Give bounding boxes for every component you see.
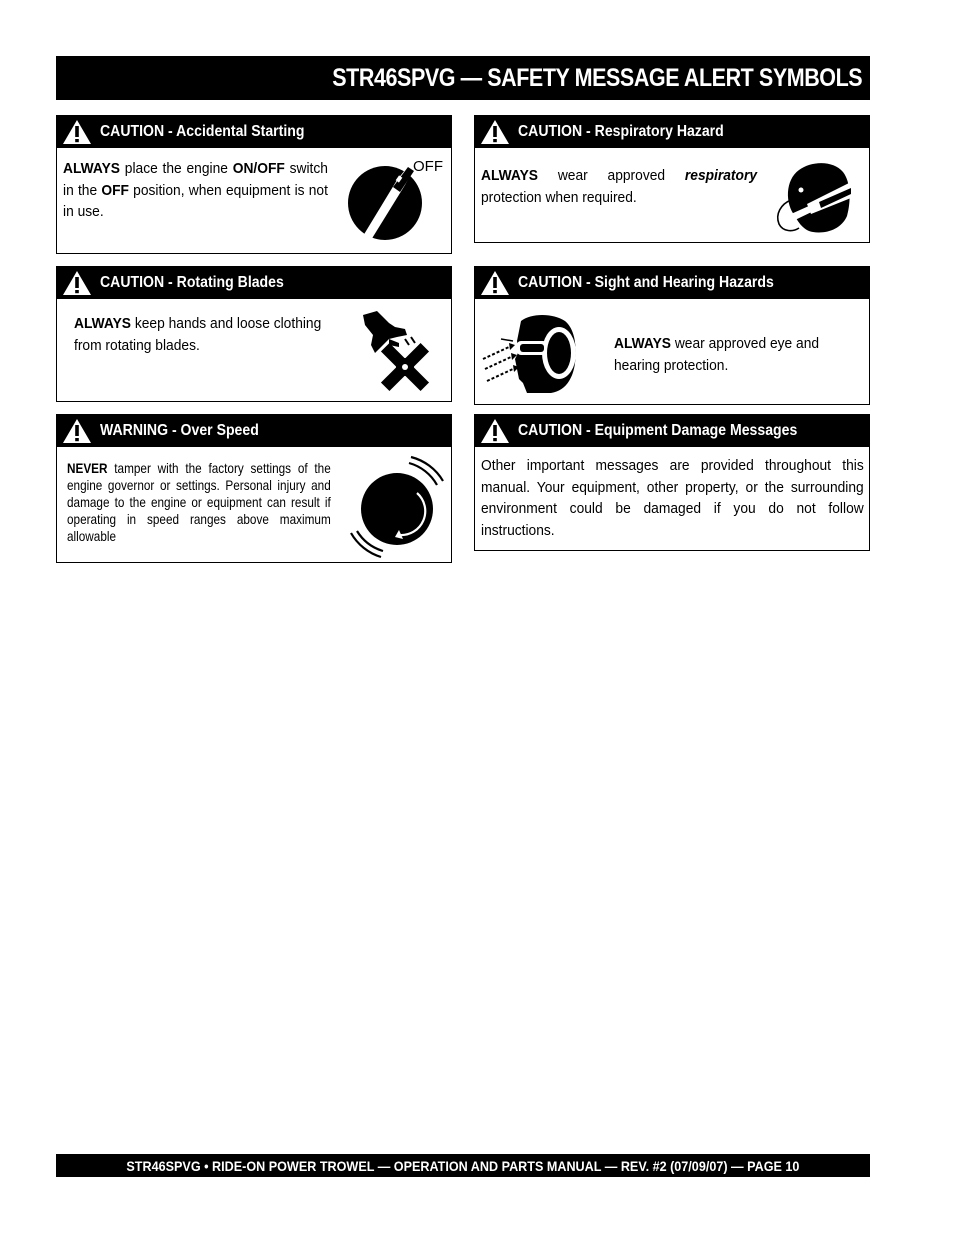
panel-heading: CAUTION - Respiratory Hazard — [518, 123, 724, 140]
message-keyword: ON/OFF — [232, 160, 285, 177]
panel-header — [475, 267, 869, 299]
page-footer-bar — [56, 1154, 870, 1177]
message-text: wear approved — [538, 167, 685, 184]
switch-off-label: OFF — [413, 158, 443, 175]
message-text: place the engine — [120, 160, 233, 177]
panel-header — [57, 116, 451, 148]
page-footer: STR46SPVG • RIDE-ON POWER TROWEL — OPERATION AND PARTS MANUAL — REV. #2 (07/09/07) — PAGE 10 — [126, 1157, 800, 1174]
message-text: switch in the — [63, 160, 328, 199]
panel-header — [475, 415, 869, 447]
panel-over-speed — [56, 414, 452, 563]
panel-message — [74, 313, 336, 356]
panel-accidental-starting — [56, 115, 452, 254]
message-text: position, when equipment is not in use. — [63, 181, 328, 220]
respirator-mask-icon — [771, 158, 867, 240]
message-keyword: ALWAYS — [74, 315, 132, 332]
hand-blade-hazard-icon — [355, 309, 449, 397]
panel-message — [63, 158, 328, 223]
message-text: tamper with the factory settings of the engine governor or settings. Personal injury and damage to the engine or equipment can result if operating in speed ranges above maximum allowable — [67, 460, 331, 544]
warning-triangle-icon — [59, 270, 95, 296]
message-keyword: ALWAYS — [614, 335, 672, 352]
panel-equipment-damage — [474, 414, 870, 551]
overspeed-rotation-icon — [347, 451, 451, 561]
panel-message — [67, 460, 331, 545]
warning-triangle-icon — [477, 270, 513, 296]
panel-heading: CAUTION - Equipment Damage Messages — [518, 422, 798, 439]
panel-rotating-blades — [56, 266, 452, 402]
ignition-key-off-icon — [345, 158, 449, 248]
panel-heading: WARNING - Over Speed — [100, 422, 259, 439]
warning-triangle-icon — [477, 418, 513, 444]
panel-header — [57, 415, 451, 447]
eye-ear-protection-icon — [479, 311, 607, 399]
panel-heading: CAUTION - Accidental Starting — [100, 123, 305, 140]
panel-message: Other important messages are provided throughout this manual. Your equipment, other property, or the surrounding environment could be damaged if you do not follow instructions. — [481, 457, 864, 539]
panel-message — [481, 165, 757, 208]
message-keyword: respiratory — [684, 167, 757, 184]
panel-respiratory-hazard — [474, 115, 870, 243]
panel-message — [614, 333, 839, 376]
message-keyword: OFF — [101, 181, 129, 199]
panel-sight-hearing-hazards — [474, 266, 870, 405]
page-title-bar — [56, 56, 870, 100]
message-keyword: ALWAYS — [63, 160, 121, 177]
message-text: keep hands and loose clothing from rotating blades. — [74, 315, 322, 354]
panel-heading: CAUTION - Sight and Hearing Hazards — [518, 274, 774, 291]
message-text: protection when required. — [481, 188, 637, 206]
panel-heading: CAUTION - Rotating Blades — [100, 274, 284, 291]
warning-triangle-icon — [59, 418, 95, 444]
warning-triangle-icon — [477, 119, 513, 145]
message-text: wear approved eye and hearing protection. — [614, 335, 820, 374]
panel-header — [475, 116, 869, 148]
warning-triangle-icon — [59, 119, 95, 145]
page-title: STR46SPVG — SAFETY MESSAGE ALERT SYMBOLS — [332, 63, 862, 92]
message-keyword: ALWAYS — [481, 167, 539, 184]
panel-header — [57, 267, 451, 299]
message-keyword: NEVER — [67, 460, 108, 476]
